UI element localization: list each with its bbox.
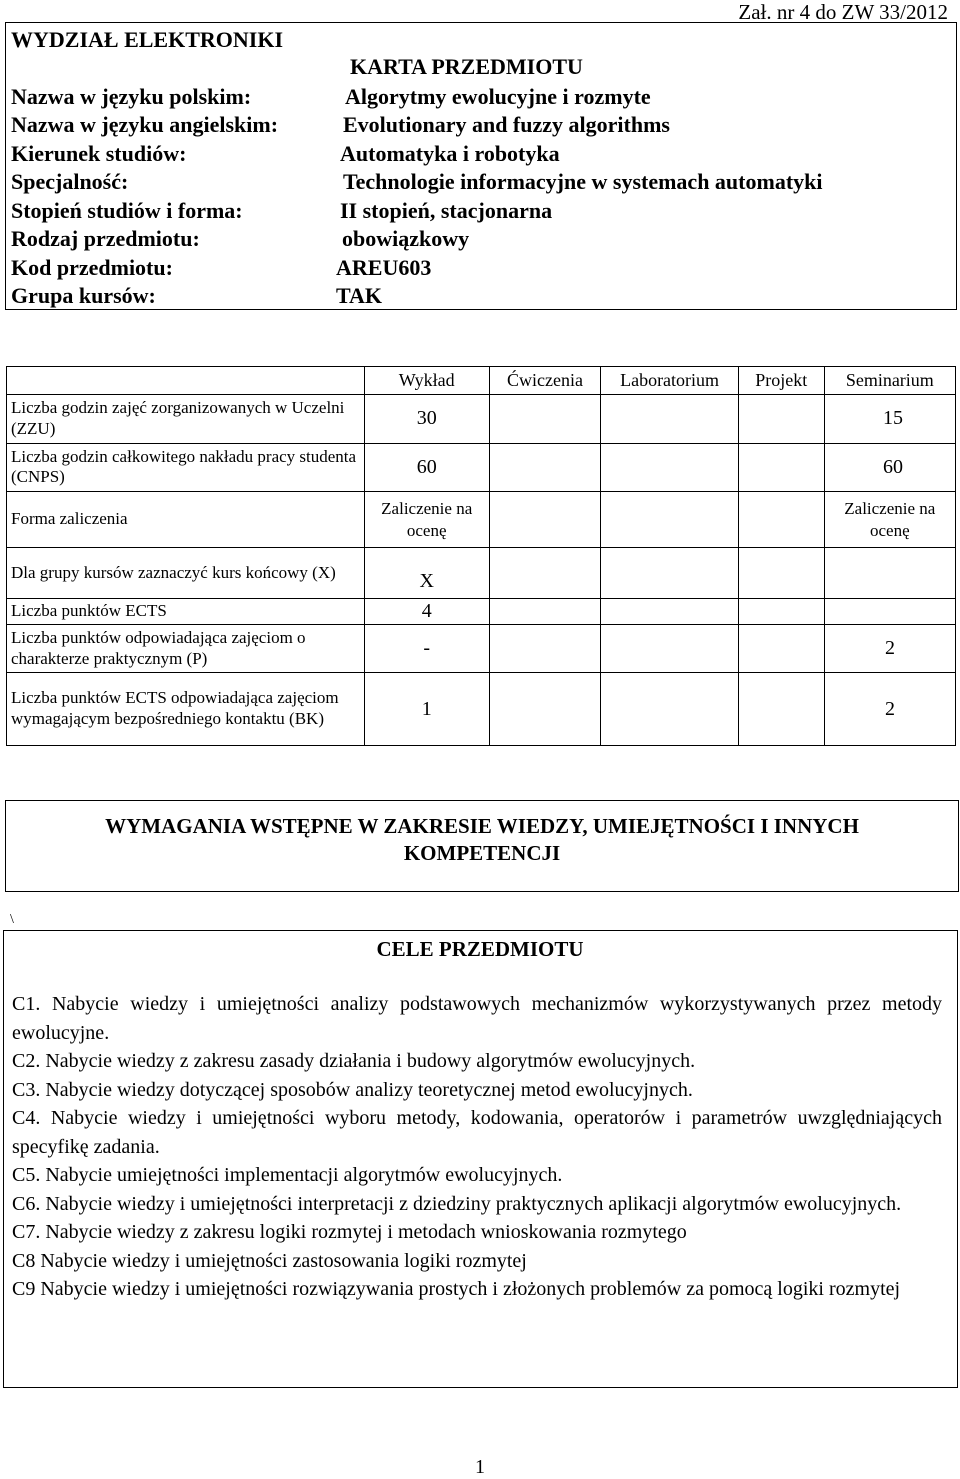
row-label: Liczba godzin całkowitego nakładu pracy studenta (CNPS) [7, 443, 365, 491]
table-cell [601, 673, 739, 746]
table-cell [738, 673, 824, 746]
table-cell [489, 625, 601, 673]
annex-label: Zał. nr 4 do ZW 33/2012 [738, 0, 948, 24]
header-label: Rodzaj przedmiotu: [11, 226, 200, 251]
table-cell [738, 491, 824, 547]
table-cell [601, 491, 739, 547]
table-cell: 2 [824, 625, 955, 673]
table-cell [489, 491, 601, 547]
table-cell [738, 443, 824, 491]
table-cell [489, 395, 601, 443]
table-row [7, 625, 956, 673]
table-cell: - [364, 625, 489, 673]
hours-table [6, 366, 956, 746]
header-label: Kod przedmiotu: [11, 255, 173, 280]
table-row [7, 548, 956, 598]
header-value: Algorytmy ewolucyjne i rozmyte [345, 84, 651, 109]
card-title: KARTA PRZEDMIOTU [350, 54, 583, 79]
goal-item: C7. Nabycie wiedzy z zakresu logiki rozmytej i metodach wnioskowania rozmytego [12, 1221, 687, 1243]
header-value: II stopień, stacjonarna [340, 198, 553, 223]
header-value: AREU603 [336, 255, 432, 280]
table-cell [489, 598, 601, 624]
faculty-name: WYDZIAŁ ELEKTRONIKI [11, 27, 284, 52]
table-cell [738, 548, 824, 598]
table-cell [489, 548, 601, 598]
table-row [7, 598, 956, 624]
goal-item: C8 Nabycie wiedzy i umiejętności zastosowania logiki rozmytej [12, 1249, 527, 1272]
row-label: Dla grupy kursów zaznaczyć kurs końcowy (X) [7, 548, 365, 598]
table-cell [601, 443, 739, 491]
header-value: TAK [336, 283, 383, 308]
row-label: Liczba punktów ECTS [7, 598, 365, 624]
table-cell [601, 548, 739, 598]
goal-item: C6. Nabycie wiedzy i umiejętności interpretacji z dziedziny praktycznych aplikacji algorytmów ewolucyjnych. [12, 1192, 902, 1215]
table-cell: 30 [364, 395, 489, 443]
table-row [7, 395, 956, 443]
header-label: Specjalność: [11, 169, 129, 194]
table-cell [601, 395, 739, 443]
header-label: Kierunek studiów: [11, 141, 187, 166]
table-cell [738, 625, 824, 673]
col-header: Wykład [364, 367, 489, 395]
header-value: Automatyka i robotyka [340, 141, 560, 166]
header-value: Technologie informacyjne w systemach automatyki [343, 169, 823, 194]
header-value: obowiązkowy [342, 226, 470, 251]
table-cell: 60 [824, 443, 955, 491]
requirements-title-line1: WYMAGANIA WSTĘPNE W ZAKRESIE WIEDZY, UMIEJĘTNOŚCI I INNYCH [105, 814, 859, 838]
table-cell [738, 598, 824, 624]
table-cell [489, 673, 601, 746]
goals-list [12, 990, 942, 1304]
table-cell: Zaliczenie na ocenę [364, 491, 489, 547]
page-number: 1 [475, 1456, 485, 1478]
table-row [7, 673, 956, 746]
table-cell: 4 [364, 598, 489, 624]
header-label: Stopień studiów i forma: [11, 198, 243, 223]
table-cell: 60 [364, 443, 489, 491]
table-cell: 2 [824, 673, 955, 746]
col-header: Seminarium [824, 367, 955, 395]
table-cell: 1 [364, 673, 489, 746]
stray-backslash: \ [10, 912, 14, 927]
header-label: Nazwa w języku polskim: [11, 84, 252, 109]
table-cell [824, 598, 955, 624]
table-cell: X [364, 548, 489, 598]
col-header: Projekt [738, 367, 824, 395]
table-cell [489, 443, 601, 491]
header-label: Grupa kursów: [11, 283, 156, 308]
table-cell [824, 548, 955, 598]
goal-item: C5. Nabycie umiejętności implementacji algorytmów ewolucyjnych. [12, 1164, 563, 1186]
table-cell [738, 395, 824, 443]
header-value: Evolutionary and fuzzy algorithms [343, 112, 670, 137]
requirements-title-line2: KOMPETENCJI [403, 841, 561, 866]
header-cell-empty [7, 367, 365, 395]
row-label: Liczba punktów odpowiadająca zajęciom o charakterze praktycznym (P) [7, 625, 365, 673]
row-label: Liczba godzin zajęć zorganizowanych w Uczelni (ZZU) [7, 395, 365, 443]
table-cell: Zaliczenie na ocenę [824, 491, 955, 547]
requirements-section [5, 800, 959, 892]
goal-item: C3. Nabycie wiedzy dotyczącej sposobów analizy teoretycznej metod ewolucyjnych. [12, 1078, 693, 1101]
table-row [7, 491, 956, 547]
table-cell: 15 [824, 395, 955, 443]
goal-item: C9 Nabycie wiedzy i umiejętności rozwiązywania prostych i złożonych problemów za pomocą logiki rozmytej [12, 1278, 901, 1300]
row-label: Forma zaliczenia [7, 491, 365, 547]
row-label: Liczba punktów ECTS odpowiadająca zajęciom wymagającym bezpośredniego kontaktu (BK) [7, 673, 365, 746]
table-cell [601, 625, 739, 673]
goal-item: C2. Nabycie wiedzy z zakresu zasady działania i budowy algorytmów ewolucyjnych. [12, 1050, 696, 1072]
table-row [7, 443, 956, 491]
col-header: Laboratorium [601, 367, 739, 395]
header-label: Nazwa w języku angielskim: [11, 112, 279, 137]
goals-title: CELE PRZEDMIOTU [376, 937, 584, 961]
goal-item: C4. Nabycie wiedzy i umiejętności wyboru metody, kodowania, operatorów i parametrów uwzględniających specyfikę zadania. [12, 1107, 942, 1158]
goal-item: C1. Nabycie wiedzy i umiejętności analizy podstawowych mechanizmów wykorzystywanych przez metody ewolucyjne. [12, 993, 942, 1044]
table-cell [601, 598, 739, 624]
col-header: Ćwiczenia [489, 367, 601, 395]
hours-table-header-row [7, 367, 956, 395]
